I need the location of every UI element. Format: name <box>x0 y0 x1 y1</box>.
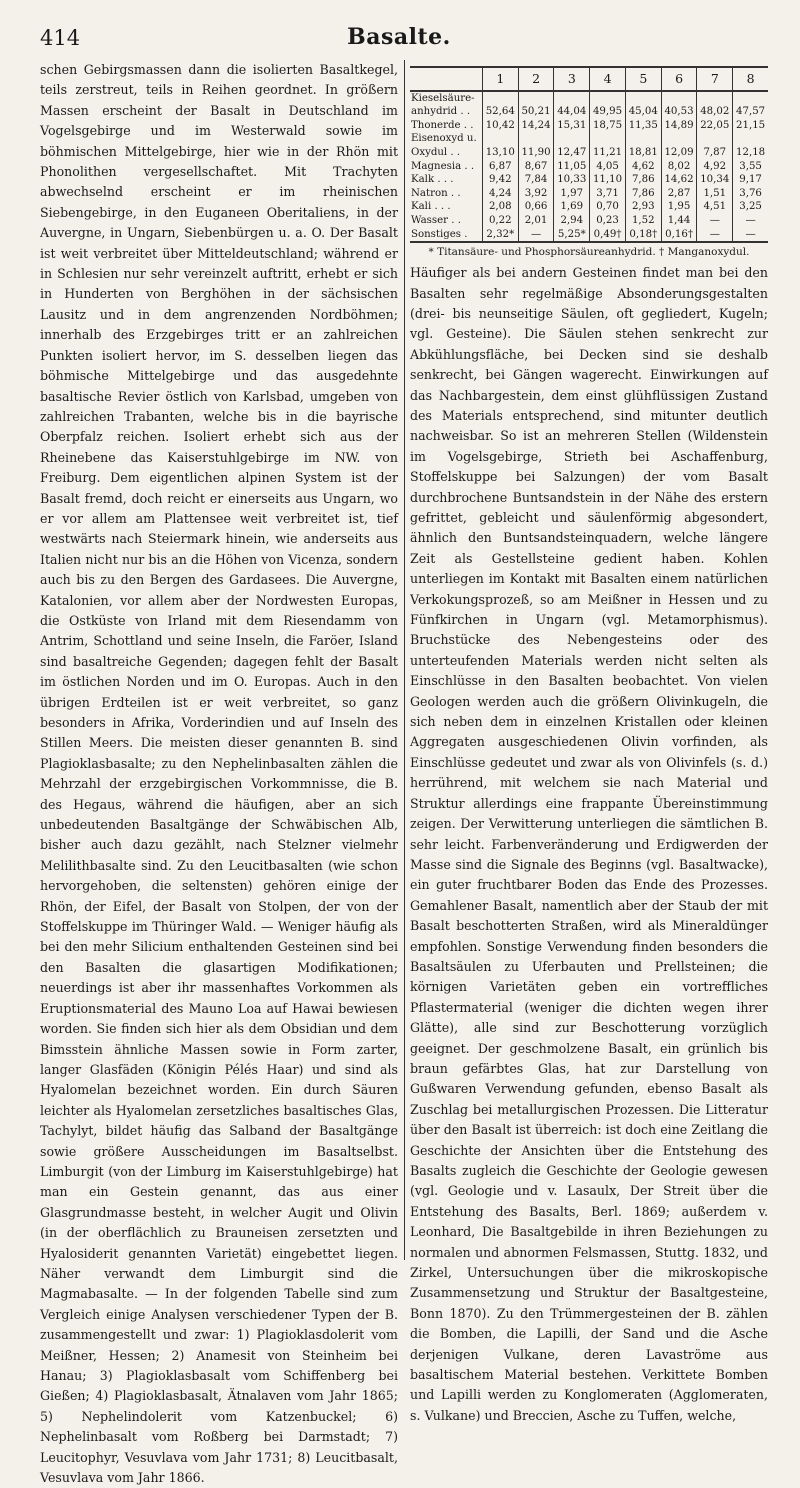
table-cell: 14,62 <box>661 173 697 187</box>
table-cell: 0,18† <box>625 228 661 243</box>
table-cell: 49,95 <box>590 105 626 119</box>
analysis-table <box>410 66 768 243</box>
column-divider <box>404 60 405 1260</box>
table-row <box>410 160 768 174</box>
table-cell: 47,57 <box>733 105 768 119</box>
table-row <box>410 214 768 228</box>
table-footnote: * Titansäure- und Phosphorsäureanhydrid. † Manganoxydul. <box>428 246 750 259</box>
table-cell: 11,35 <box>625 119 661 133</box>
table-cell <box>554 91 590 106</box>
table-cell: 10,34 <box>697 173 733 187</box>
table-cell: 7,86 <box>625 187 661 201</box>
right-column <box>410 66 768 1426</box>
table-cell: 4,24 <box>482 187 518 201</box>
right-column-text: Häufiger als bei andern Gesteinen findet man bei den Basalten sehr regelmäßige Absonderungsgestalten (drei- bis neunseitige Säulen, oft gegliedert, Kugeln; vgl. Gesteine). Die Säulen stehen senkrecht zur Abkühlungsfläche, bei Decken sind sie deshalb senkrecht, bei Gängen wagerecht. Einwirkungen auf das Nachbargestein, dem einst glühflüssigen Zustand des Materials entsprechend, sind mitunter deutlich nachweisbar. So ist an mehreren Stellen (Wildenstein im Vogelsgebirge, Strieth bei Aschaffenburg, Stoffelskuppe bei Salzungen) der vom Basalt durchbrochene Buntsandstein in der Nähe des erstern gefrittet, gebleicht und säulenförmig abgesondert, ähnlich den Buntsandsteinquadern, welche längere Zeit als Gestellsteine gedient haben. Kohlen unterliegen im Kontakt mit Basalten einem natürlichen Verkokungsprozeß, so am Meißner in Hessen und zu Fünfkirchen in Ungarn (vgl. Metamorphismus). Bruchstücke des Nebengesteins oder des unterteufenden Materials werden nicht selten als Einschlüsse in den Basalten beobachtet. Von vielen Geologen werden auch die größern Olivinkugeln, die sich neben dem in einzelnen Kristallen oder kleinen Aggregaten ausgeschiedenen Olivin vorfinden, als Einschlüsse gedeutet und zwar als von Olivinfels (s. d.) herrührend, mit welchem sie nach Material und Struktur allerdings eine frappante Übereinstimmung zeigen. Der Verwitterung unterliegen die sämtlichen B. sehr leicht. Farbenveränderung und Erdigwerden der Masse sind die Signale des Beginns (vgl. Basaltwacke), ein guter fruchtbarer Boden das Ende des Prozesses. Gemahlener Basalt, namentlich aber der Staub der mit Basalt beschotterten Straßen, wird als Mineraldünger empfohlen. Sonstige Verwendung finden besonders die Basaltsäulen zu Uferbauten und Prellsteinen; die körnigen Varietäten geben ein vortreffliches Pflastermaterial (weniger die dichten wegen ihrer Glätte), alle sind zur Beschotterung vorzüglich geeignet. Der geschmolzene Basalt, ein grünlich bis braun gefärbtes Glas, hat zur Darstellung von Gußwaren Verwendung gefunden, ebenso Basalt als Zuschlag bei metallurgischen Prozessen. Die Litteratur über den Basalt ist überreich: ist doch eine Zeitlang die Geschichte der Ansichten über die Entstehung des Basalts zugleich die Geschichte der Geologie gewesen (vgl. Geologie und v. Lasaulx, Der Streit über die Entstehung des Basalts, Berl. 1869; außerdem v. Leonhard, Die Basaltgebilde in ihren Beziehungen zu normalen und abnormen Felsmassen, Stuttg. 1832, und Zirkel, Untersuchungen über die mikroskopische Zusammensetzung und Struktur der Basaltgesteine, Bonn 1870). Zu den Trümmergesteinen der B. zählen die Bomben, die Lapilli, der Sand und die Asche derjenigen Vulkane, deren Lavaströme aus basaltischem Material bestehen. Verkittete Bomben und Lapilli werden zu Konglomeraten (Agglomeraten, s. Vulkane) und Breccien, Asche zu Tuffen, welche, <box>410 265 768 1423</box>
table-cell: 12,09 <box>661 146 697 160</box>
table-cell: 3,71 <box>590 187 626 201</box>
table-cell: 2,87 <box>661 187 697 201</box>
table-cell: 8,67 <box>518 160 554 174</box>
table-cell: 10,33 <box>554 173 590 187</box>
table-row <box>410 200 768 214</box>
table-row-label: Wasser . . <box>410 214 482 228</box>
table-cell: 48,02 <box>697 105 733 119</box>
table-row <box>410 146 768 160</box>
table-cell: 3,25 <box>733 200 768 214</box>
table-cell: 0,66 <box>518 200 554 214</box>
table-cell: 4,92 <box>697 160 733 174</box>
table-cell: 5,25* <box>554 228 590 243</box>
table-cell: 0,49† <box>590 228 626 243</box>
table-cell: 0,16† <box>661 228 697 243</box>
table-cell: 4,51 <box>697 200 733 214</box>
table-cell: 0,70 <box>590 200 626 214</box>
table-cell: 52,64 <box>482 105 518 119</box>
table-cell: — <box>518 228 554 243</box>
table-cell: 0,22 <box>482 214 518 228</box>
table-cell: — <box>697 214 733 228</box>
table-row-label: Oxydul . . <box>410 146 482 160</box>
table-row-label: Kali . . . <box>410 200 482 214</box>
table-cell <box>590 91 626 106</box>
table-body <box>410 91 768 243</box>
table-row-label: Kieselsäure- <box>410 91 482 106</box>
table-row-label: Magnesia . . <box>410 160 482 174</box>
table-cell: 1,51 <box>697 187 733 201</box>
table-column-header: 2 <box>518 67 554 91</box>
table-cell: 7,86 <box>625 173 661 187</box>
table-cell <box>518 132 554 146</box>
table-cell: 1,69 <box>554 200 590 214</box>
table-cell: 1,95 <box>661 200 697 214</box>
table-cell: 11,21 <box>590 146 626 160</box>
left-column-text: schen Gebirgsmassen dann die isolierten Basaltkegel, teils zerstreut, teils in Reihen geordnet. In größern Massen erscheint der Basalt in Deutschland im Vogelsgebirge und im Westerwald sowie im böhmischen Mittelgebirge, hier wie in der Rhön mit Phonolithen vergesellschaftet. Mit Trachyten abwechselnd erscheint er im rheinischen Siebengebirge, in den Euganeen Oberitaliens, in der Auvergne, in Ungarn, Siebenbürgen u. a. O. Der Basalt ist weit verbreitet über Mitteldeutschland; während er in Schlesien nur sehr vereinzelt auftritt, erhebt er sich in Hunderten von Berghöhen in der sächsischen Lausitz und in dem angrenzenden Nordböhmen; innerhalb des Erzgebirges tritt er an zahlreichen Punkten isoliert hervor, im S. desselben liegen das böhmische Mittelgebirge und das ausgedehnte basaltische Revier östlich von Karlsbad, umgeben von zahlreichen Trabanten, welche bis in die bayrische Oberpfalz reichen. Isoliert erhebt sich aus der Rheinebene das Kaiserstuhlgebirge im NW. von Freiburg. Dem eigentlichen alpinen System ist der Basalt fremd, doch reicht er einerseits aus Ungarn, wo er vor allem am Plattensee weit verbreitet ist, tief westwärts nach Steiermark hinein, wie anderseits aus Italien nicht nur bis an die Höhen von Vicenza, sondern auch bis zu den Bergen des Gardasees. Die Auvergne, Katalonien, vor allem aber der Nordwesten Europas, die Ostküste von Irland mit dem Riesendamm von Antrim, Schottland und seine Inseln, die Faröer, Island sind basaltreiche Gegenden; dagegen fehlt der Basalt im östlichen Norden und im O. Europas. Auch in den übrigen Erdteilen ist er weit verbreitet, so ganz besonders in Afrika, Vorderindien und auf Inseln des Stillen Meers. Die meisten dieser genannten B. sind Plagioklasbasalte; zu den Nephelinbasalten zählen die Mehrzahl der erzgebirgischen Vorkommnisse, die B. des Hegaus, während die häufigen, aber an sich unbedeutenden Basaltgänge der Schwäbischen Alb, bisher auch dazu gezählt, nach Stelzner vielmehr Melilithbasalte sind. Zu den Leucitbasalten (wie schon hervorgehoben, die seltensten) gehören einige der Rhön, der Eifel, der Basalt von Stolpen, der von der Stoffelskuppe im Thüringer Wald. — Weniger häufig als bei den mehr Silicium enthaltenden Gesteinen sind bei den Basalten die glasartigen Modifikationen; neuerdings ist aber ihr massenhaftes Vorkommen als Eruptionsmaterial des Mauno Loa auf Hawai bewiesen worden. Sie finden sich hier als dem Obsidian und dem Bimsstein ähnliche Massen sowie in Form zarter, langer Glasfäden (Königin Pélés Haar) und sind als Hyalomelan bezeichnet worden. Ein durch Säuren leichter als Hyalomelan zersetzliches basaltisches Glas, Tachylyt, bildet häufig das Salband der Basaltgänge sowie größere Ausscheidungen im Basaltselbst. Limburgit (von der Limburg im Kaiserstuhlgebirge) hat man ein Gestein genannt, das aus einer Glasgrundmasse besteht, in welcher Augit und Olivin (in der oberflächlich zu Brauneisen zersetzten und Hyalosiderit genannten Varietät) eingebettet liegen. Näher verwandt dem Limburgit sind die Magmabasalte. — In der folgenden Tabelle sind zum Vergleich einige Analysen verschiedener Typen der B. zusammengestellt und zwar: 1) Plagioklasdolerit vom Meißner, Hessen; 2) Anamesit von Steinheim bei Hanau; 3) Plagioklasbasalt vom Schiffenberg bei Gießen; 4) Plagioklasbasalt, Ätnalaven vom Jahr 1865; 5) Nephelindolerit vom Katzenbuckel; 6) Nephelinbasalt vom Roßberg bei Darmstadt; 7) Leucitophyr, Vesuvlava vom Jahr 1731; 8) Leucitbasalt, Vesuvlava vom Jahr 1866. <box>40 62 398 1486</box>
table-cell: 2,94 <box>554 214 590 228</box>
table-cell: 9,17 <box>733 173 768 187</box>
table-cell <box>733 132 768 146</box>
table-cell: 6,87 <box>482 160 518 174</box>
table-cell: 12,18 <box>733 146 768 160</box>
left-column <box>40 60 398 1488</box>
table-cell: 1,52 <box>625 214 661 228</box>
table-cell <box>733 91 768 106</box>
table-row-label: Thonerde . . <box>410 119 482 133</box>
page-header <box>40 26 758 60</box>
table-row <box>410 132 768 146</box>
table-column-header: 8 <box>733 67 768 91</box>
table-cell: — <box>697 228 733 243</box>
table-row <box>410 173 768 187</box>
table-corner-cell <box>410 67 482 91</box>
table-cell: 13,10 <box>482 146 518 160</box>
table-cell <box>482 132 518 146</box>
table-row <box>410 228 768 243</box>
table-cell: 9,42 <box>482 173 518 187</box>
table-cell: 50,21 <box>518 105 554 119</box>
table-cell: 2,01 <box>518 214 554 228</box>
table-cell: 45,04 <box>625 105 661 119</box>
table-column-header: 6 <box>661 67 697 91</box>
table-cell: 4,05 <box>590 160 626 174</box>
table-cell <box>661 132 697 146</box>
running-title: Basalte. <box>347 24 451 50</box>
table-row <box>410 91 768 106</box>
table-column-header: 5 <box>625 67 661 91</box>
table-cell: 11,90 <box>518 146 554 160</box>
table-cell: 14,24 <box>518 119 554 133</box>
table-cell: 40,53 <box>661 105 697 119</box>
table-cell: 21,15 <box>733 119 768 133</box>
table-cell: 2,32* <box>482 228 518 243</box>
table-cell: 12,47 <box>554 146 590 160</box>
table-row <box>410 105 768 119</box>
table-cell: 7,84 <box>518 173 554 187</box>
table-cell <box>697 132 733 146</box>
table-column-header: 4 <box>590 67 626 91</box>
table-row-label: Eisenoxyd u. <box>410 132 482 146</box>
table-cell: 14,89 <box>661 119 697 133</box>
table-cell: 1,97 <box>554 187 590 201</box>
table-row-label: Sonstiges . <box>410 228 482 243</box>
table-cell: 8,02 <box>661 160 697 174</box>
table-cell: 15,31 <box>554 119 590 133</box>
table-cell: 10,42 <box>482 119 518 133</box>
table-cell <box>625 132 661 146</box>
table-cell: — <box>733 228 768 243</box>
table-row-label: Natron . . <box>410 187 482 201</box>
table-cell: 1,44 <box>661 214 697 228</box>
table-cell: 11,10 <box>590 173 626 187</box>
table-cell: 18,81 <box>625 146 661 160</box>
table-cell: 44,04 <box>554 105 590 119</box>
table-cell: 22,05 <box>697 119 733 133</box>
table-cell: 3,76 <box>733 187 768 201</box>
table-cell: 11,05 <box>554 160 590 174</box>
table-column-header: 3 <box>554 67 590 91</box>
table-cell <box>625 91 661 106</box>
table-header-row <box>410 67 768 91</box>
table-cell <box>482 91 518 106</box>
table-cell: 18,75 <box>590 119 626 133</box>
table-row <box>410 119 768 133</box>
table-cell: 2,08 <box>482 200 518 214</box>
table-cell: 7,87 <box>697 146 733 160</box>
table-cell <box>518 91 554 106</box>
table-cell: 0,23 <box>590 214 626 228</box>
table-cell: 3,92 <box>518 187 554 201</box>
table-cell: — <box>733 214 768 228</box>
table-cell: 3,55 <box>733 160 768 174</box>
table-cell <box>590 132 626 146</box>
page-number: 414 <box>40 26 81 50</box>
table-row-label: Kalk . . . <box>410 173 482 187</box>
table-row-label: anhydrid . . <box>410 105 482 119</box>
table-column-header: 7 <box>697 67 733 91</box>
table-cell <box>697 91 733 106</box>
table-column-header: 1 <box>482 67 518 91</box>
table-cell <box>554 132 590 146</box>
table-cell: 4,62 <box>625 160 661 174</box>
table-cell: 2,93 <box>625 200 661 214</box>
table-cell <box>661 91 697 106</box>
table-row <box>410 187 768 201</box>
